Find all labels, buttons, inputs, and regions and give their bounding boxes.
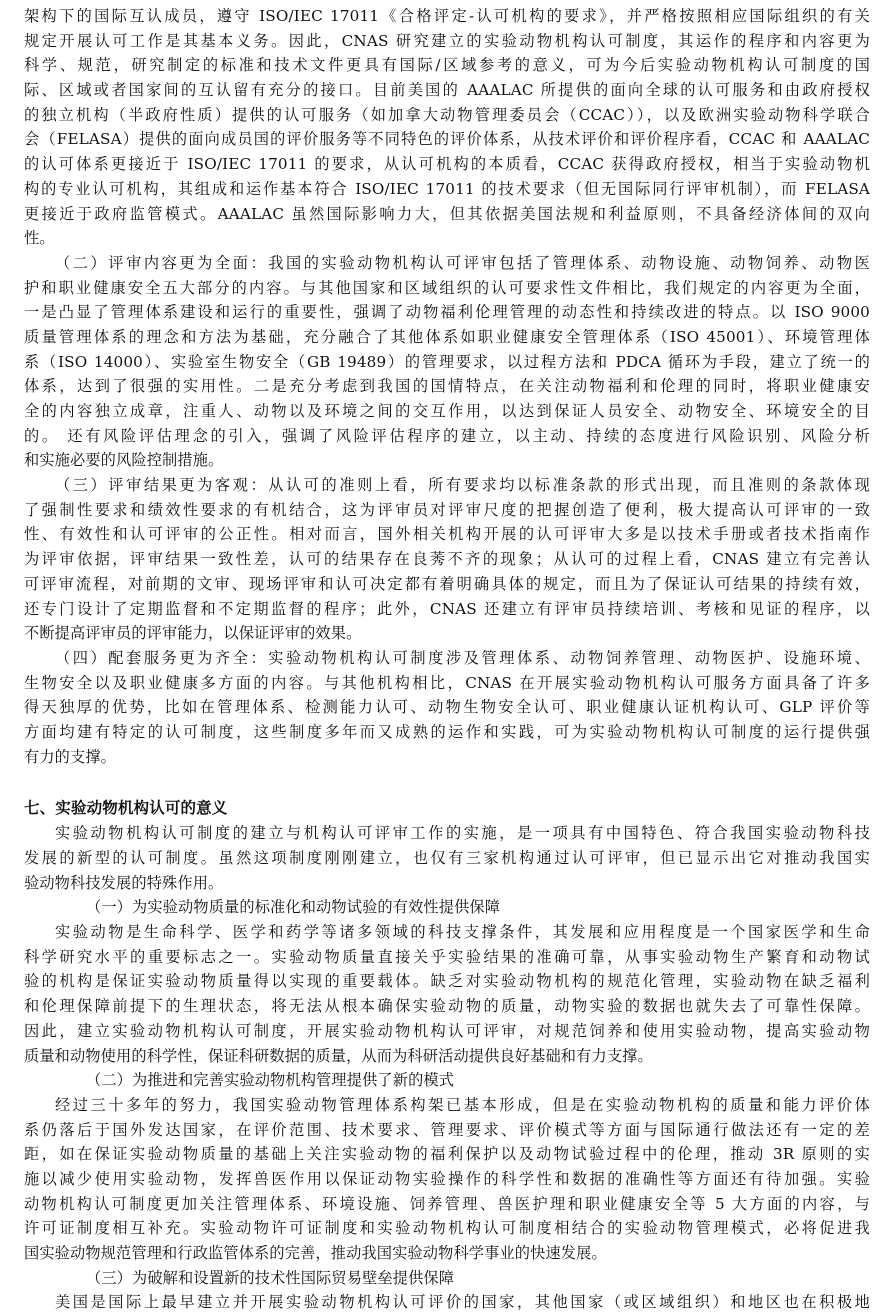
text-line: 科学研究水平的重要标志之一。实验动物质量直接关乎实验结果的准确可靠，从事实验动物生产繁育和动物试 (24, 947, 870, 966)
text-line: 的。 还有风险评估理念的引入，强调了风险评估程序的建立，以主动、持续的态度进行风险识别、风险分析 (24, 426, 870, 445)
text-line: 科学、规范，研究制定的标准和技术文件更具有国际/区域参考的意义，可为今后实验动物机构认可制度的国 (24, 56, 870, 75)
text-line: 验动物科技发展的特殊作用。 (24, 873, 224, 892)
text-line: 不断提高评审员的评审能力，以保证评审的效果。 (24, 624, 362, 643)
text-line: 会（FELASA）提供的面向成员国的评价服务等不同特色的评价体系，从技术评价和评价程序看，CCAC 和 AAALAC (24, 130, 870, 149)
document-body (24, 4, 870, 769)
text-line: 美国是国际上最早建立并开展实验动物机构认可评价的国家，其他国家（或区域组织）和地区也在积极地 (55, 1293, 870, 1312)
text-line: 系仍落后于国外发达国家，在评价范围、技术要求、管理要求、评价模式等方面与国际通行做法还有一定的差 (24, 1120, 870, 1139)
text-line: （四）配套服务更为齐全：实验动物机构认可制度涉及管理体系、动物饲养管理、动物医护、设施环境、 (55, 648, 870, 667)
text-line: 质量和动物使用的科学性，保证科研数据的质量，从而为科研活动提供良好基础和有力支撑。 (24, 1046, 653, 1065)
text-line: （三）评审结果更为客观：从认可的准则上看，所有要求均以标准条款的形式出现，而且准则的条款体现 (55, 476, 870, 495)
text-line: 实验动物是生命科学、医学和药学等诸多领域的科技支撑条件，其发展和应用程度是一个国家医学和生命 (55, 923, 870, 942)
text-line: 质量管理体系的理念和方法为基础，充分融合了其他体系如职业健康安全管理体系（ISO 45001）、环境管理体 (24, 327, 870, 346)
text-line: 可评审流程，对前期的文审、现场评审和认可决定都有着明确具体的规定，而且为了保证认可结果的持续有效， (24, 574, 870, 593)
text-line: （二）为推进和完善实验动物机构管理提供了新的模式 (86, 1071, 455, 1090)
text-line: 因此，建立实验动物机构认可制度，开展实验动物机构认可评审，对规范饲养和使用实验动物，提高实验动物 (24, 1021, 870, 1040)
text-line: 护和职业健康安全五大部分的内容。与其他国家和区域组织的认可要求性文件相比，我们规定的内容更为全面， (24, 278, 870, 297)
section-heading: 七、实验动物机构认可的意义 (24, 799, 228, 818)
text-line: 性、有效性和认可评审的公正性。相对而言，国外相关机构开展的认可评审大多是以技术手册或者技术指南作 (24, 525, 870, 544)
text-line: （三）为破解和设置新的技术性国际贸易壁垒提供保障 (86, 1268, 455, 1287)
text-line: 的认可体系更接近于 ISO/IEC 17011 的要求，从认可机构的本质看，CCAC 获得政府授权，相当于实验动物机 (24, 155, 870, 174)
text-line: 系（ISO 14000）、实验室生物安全（GB 19489）的管理要求，以过程方法和 PDCA 循环为手段，建立了统一的 (24, 352, 870, 371)
text-line: 实验动物机构认可制度的建立与机构认可评审工作的实施，是一项具有中国特色、符合我国实验动物科技 (55, 824, 870, 843)
section-gap (24, 769, 870, 795)
text-line: 性。 (24, 229, 55, 248)
text-line: 规定开展认可工作是其基本义务。因此，CNAS 研究建立的实验动物机构认可制度，其运作的程序和内容更为 (24, 31, 870, 50)
text-line: 构的专业认可机构，其组成和运作基本符合 ISO/IEC 17011 的技术要求（但无国际同行评审机制），而 FELASA (24, 179, 870, 198)
text-line: （二）评审内容更为全面：我国的实验动物机构认可评审包括了管理体系、动物设施、动物饲养、动物医 (55, 253, 870, 272)
text-line: 架构下的国际互认成员，遵守 ISO/IEC 17011《合格评定-认可机构的要求》，并严格按照相应国际组织的有关 (24, 7, 870, 25)
text-line: 距，如在保证实验动物质量的基础上关注实验动物的福利保护以及动物试验过程中的伦理，推动 3R 原则的实 (24, 1145, 870, 1164)
document-page (24, 4, 870, 1315)
section-body (24, 821, 870, 1315)
text-line: 体系，达到了很强的实用性。二是充分考虑到我国的国情特点，在关注动物福利和伦理的同时，将职业健康安 (24, 377, 870, 396)
text-line: 更接近于政府监管模式。AAALAC 虽然国际影响力大，但其依据美国法规和利益原则，不具备经济体间的双向 (24, 204, 870, 223)
text-line: 验的机构是保证实验动物质量得以实现的重要载体。缺乏对实验动物机构的规范化管理，实验动物在缺乏福利 (24, 972, 870, 991)
text-line: 施以减少使用实验动物，发挥兽医作用以保证动物实验操作的科学性和数据的准确性等方面还有待加强。实验 (24, 1169, 870, 1188)
text-line: 一是凸显了管理体系建设和运行的重要性，强调了动物福利伦理管理的动态性和持续改进的特点。以 ISO 9000 (24, 303, 870, 322)
text-line: 和伦理保障前提下的生理状态，将无法从根本确保实验动物的质量，动物实验的数据也就失去了可靠性保障。 (24, 997, 870, 1016)
text-line: 为评审依据，评审结果一致性差，认可的结果存在良莠不齐的现象；从认可的过程上看，CNAS 建立有完善认 (24, 550, 870, 569)
text-line: 方面均建有特定的认可制度，这些制度多年而又成熟的运作和实践，可为实验动物机构认可制度的运行提供强 (24, 722, 870, 741)
text-line: 动物机构认可制度更加关注管理体系、环境设施、饲养管理、兽医护理和职业健康安全等 5 大方面的内容，与 (24, 1194, 870, 1213)
text-line: 生物安全以及职业健康多方面的内容。与其他机构相比，CNAS 在开展实验动物机构认可服务方面具备了许多 (24, 673, 870, 692)
text-line: 和实施必要的风险控制措施。 (24, 451, 224, 470)
text-line: 有力的支撑。 (24, 747, 117, 766)
text-line: 许可证制度相互补充。实验动物许可证制度和实验动物机构认可制度相结合的实验动物管理模式，必将促进我 (24, 1219, 870, 1238)
text-line: 经过三十多年的努力，我国实验动物管理体系构架已基本形成，但是在实验动物机构的质量和能力评价体 (55, 1095, 870, 1114)
text-line: 还专门设计了定期监督和不定期监督的程序；此外，CNAS 还建立有评审员持续培训、考核和见证的程序，以 (24, 599, 870, 618)
text-line: 际、区域或者国家间的互认留有充分的接口。目前美国的 AAALAC 所提供的面向全球的认可服务和由政府授权 (24, 81, 870, 100)
text-line: 国实验动物规范管理和行政监管体系的完善，推动我国实验动物科学事业的快速发展。 (24, 1244, 607, 1262)
text-line: 发展的新型的认可制度。虽然这项制度刚刚建立，也仅有三家机构通过认可评审，但已显示出它对推动我国实 (24, 849, 870, 867)
text-line: 全的内容独立成章，注重人、动物以及环境之间的交互作用，以达到保证人员安全、动物安全、环境安全的目 (24, 402, 870, 420)
text-line: （一）为实验动物质量的标准化和动物试验的有效性提供保障 (86, 898, 501, 917)
text-line: 得天独厚的优势，比如在管理体系、检测能力认可、动物生物安全认可、职业健康认证机构认可、GLP 评价等 (24, 698, 870, 717)
text-line: 了强制性要求和绩效性要求的有机结合，这为评审员对评审尺度的把握创造了便利，极大提高认可评审的一致 (24, 500, 870, 519)
text-line: 的独立机构（半政府性质）提供的认可服务（如加拿大动物管理委员会（CCAC）），以及欧洲实验动物科学联合 (24, 105, 870, 124)
